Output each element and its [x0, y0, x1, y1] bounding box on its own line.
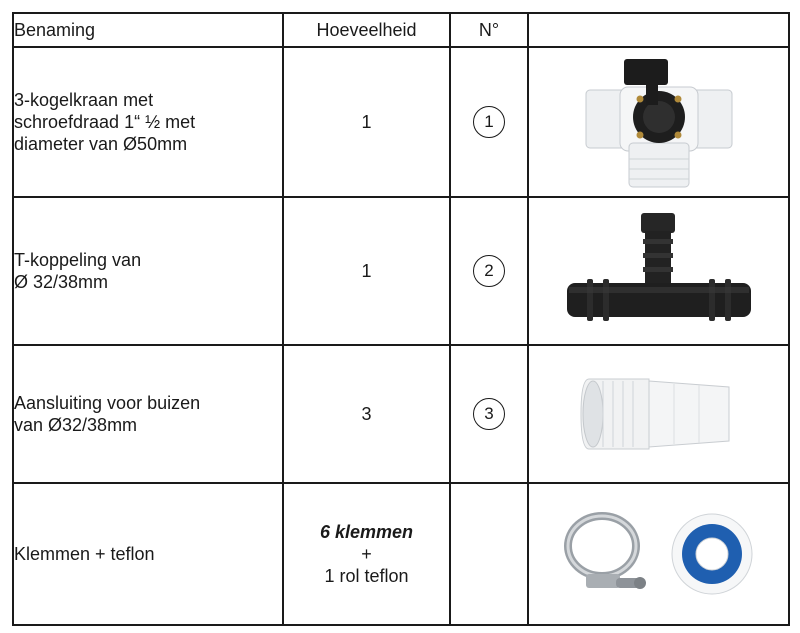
quantity-clamps: 6 klemmen	[319, 522, 414, 542]
part-name-cell	[13, 47, 283, 197]
part-name-line: 3-kogelkraan met	[14, 90, 154, 110]
hose-adapter-icon	[579, 369, 739, 459]
teflon-tape-roll-icon	[667, 509, 757, 599]
part-image-cell	[528, 47, 789, 197]
part-quantity: 1	[283, 197, 450, 345]
header-number: N°	[450, 13, 528, 47]
part-number-badge: 1	[473, 106, 505, 138]
part-name-line: schroefdraad 1“ ½ met	[14, 112, 196, 132]
table-row	[13, 345, 789, 483]
part-image-cell	[528, 345, 789, 483]
three-way-ball-valve-icon	[584, 55, 734, 190]
parts-table	[12, 12, 790, 626]
header-image	[528, 13, 789, 47]
table-row	[13, 483, 789, 625]
part-name-cell	[13, 483, 283, 625]
part-number-badge: 3	[473, 398, 505, 430]
part-quantity-cell	[283, 483, 450, 625]
quantity-teflon: 1 rol teflon	[324, 566, 409, 586]
header-quantity: Hoeveelheid	[283, 13, 450, 47]
part-number-cell	[450, 345, 528, 483]
part-name-line: diameter van Ø50mm	[14, 134, 188, 154]
part-image-cell	[528, 197, 789, 345]
part-image-cell	[528, 483, 789, 625]
part-number-badge: 2	[473, 255, 505, 287]
part-number-cell	[450, 47, 528, 197]
table-header-row	[13, 13, 789, 47]
table-row	[13, 47, 789, 197]
part-name-line: T-koppeling van	[14, 250, 142, 270]
part-name-cell	[13, 345, 283, 483]
header-name: Benaming	[13, 13, 283, 47]
part-number-cell	[450, 483, 528, 625]
part-number-cell	[450, 197, 528, 345]
part-name-line: Aansluiting voor buizen	[14, 393, 201, 413]
part-quantity: 1	[283, 47, 450, 197]
part-quantity: 3	[283, 345, 450, 483]
hose-clamp-icon	[560, 504, 650, 604]
table-row	[13, 197, 789, 345]
t-coupling-icon	[559, 211, 759, 331]
part-name-line: van Ø32/38mm	[14, 415, 138, 435]
quantity-plus: +	[361, 544, 372, 564]
part-name-cell	[13, 197, 283, 345]
part-name-line: Ø 32/38mm	[14, 272, 109, 292]
part-name-line: Klemmen + teflon	[14, 544, 155, 564]
